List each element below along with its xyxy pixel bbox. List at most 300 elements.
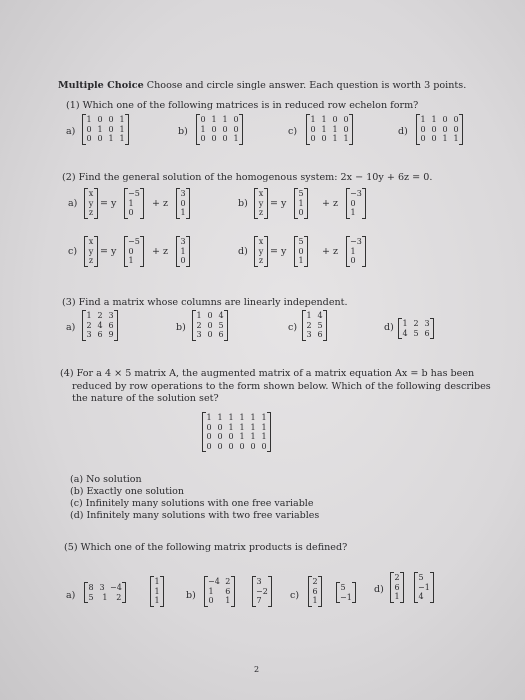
matrix-entry: 2 bbox=[196, 320, 202, 330]
option-d-matrix bbox=[398, 318, 434, 339]
matrix-row bbox=[154, 577, 160, 587]
matrix-row bbox=[350, 189, 362, 199]
matrix-entry: 1 bbox=[233, 134, 239, 143]
matrix-entry: 0 bbox=[442, 115, 448, 124]
matrix-entry: 1 bbox=[154, 596, 160, 605]
matrix-entry: 1 bbox=[239, 413, 245, 422]
matrix-row bbox=[86, 134, 125, 144]
matrix-entry: 0 bbox=[239, 441, 245, 451]
matrix-row bbox=[128, 237, 140, 247]
matrix-row bbox=[298, 247, 304, 257]
matrix-entry: −2 bbox=[256, 586, 268, 596]
matrix-entry: 5 bbox=[413, 328, 419, 338]
option-b-matrix-1 bbox=[204, 576, 235, 607]
option-c-matrix bbox=[302, 310, 327, 341]
question-2-text: (2) Find the general solution of the homogenous system: 2x − 10y + 6z = 0. bbox=[62, 172, 433, 183]
matrix-entry: 3 bbox=[108, 311, 114, 320]
page-number: 2 bbox=[254, 665, 260, 674]
matrix-entry: 1 bbox=[97, 124, 103, 134]
option-b-label[interactable]: b) bbox=[176, 322, 186, 333]
matrix-entry: 1 bbox=[208, 586, 214, 596]
matrix-entry: 4 bbox=[418, 592, 424, 601]
instructions-line bbox=[58, 80, 466, 91]
option-a-label[interactable]: a) bbox=[66, 590, 76, 601]
matrix-row bbox=[256, 596, 268, 606]
matrix-entry: 0 bbox=[211, 134, 217, 143]
matrix-row bbox=[258, 237, 264, 247]
matrix-entry: 0 bbox=[310, 124, 316, 134]
matrix-entry: 0 bbox=[211, 124, 217, 134]
matrix-row bbox=[394, 592, 400, 602]
matrix-row bbox=[128, 189, 140, 199]
plus-z: + z bbox=[322, 246, 338, 257]
matrix-entry: x bbox=[258, 189, 264, 198]
matrix-entry: 0 bbox=[180, 256, 186, 265]
matrix-entry: 0 bbox=[97, 134, 103, 143]
matrix-row bbox=[88, 208, 94, 218]
matrix-row bbox=[350, 237, 362, 247]
equals-y: = y bbox=[270, 198, 287, 209]
matrix-row bbox=[418, 592, 430, 602]
matrix-row bbox=[200, 134, 239, 144]
matrix-row bbox=[350, 247, 362, 257]
matrix-row bbox=[420, 115, 459, 125]
matrix-entry: 0 bbox=[420, 134, 426, 143]
matrix-row bbox=[88, 247, 94, 257]
matrix-entry: 1 bbox=[119, 115, 125, 124]
matrix-row bbox=[258, 208, 264, 218]
matrix-entry: 2 bbox=[306, 320, 312, 330]
option-d-label[interactable]: d) bbox=[398, 126, 408, 137]
matrix-entry: 0 bbox=[207, 311, 213, 320]
basis-vector-2 bbox=[176, 188, 190, 219]
matrix-row bbox=[208, 596, 231, 606]
matrix-row bbox=[128, 256, 140, 266]
matrix-entry: 0 bbox=[108, 124, 114, 134]
matrix-row bbox=[298, 189, 304, 199]
matrix-entry: 0 bbox=[431, 124, 437, 134]
matrix-entry: x bbox=[88, 237, 94, 246]
variable-vector bbox=[84, 188, 98, 219]
matrix-entry: 1 bbox=[321, 115, 327, 124]
option-c-matrix bbox=[306, 114, 353, 145]
matrix-row bbox=[310, 115, 349, 125]
matrix-entry: 6 bbox=[108, 320, 114, 330]
matrix-entry: 5 bbox=[298, 189, 304, 198]
matrix-row bbox=[180, 237, 186, 247]
matrix-entry: 2 bbox=[97, 311, 103, 320]
matrix-entry: 0 bbox=[200, 115, 206, 124]
option-c-matrix-1 bbox=[308, 576, 322, 607]
matrix-row bbox=[128, 208, 140, 218]
matrix-entry: 0 bbox=[321, 134, 327, 143]
matrix-entry: 1 bbox=[442, 134, 448, 143]
matrix-entry: 0 bbox=[206, 441, 212, 451]
matrix-row bbox=[86, 321, 114, 331]
matrix-row bbox=[88, 199, 94, 209]
option-a-matrix-1 bbox=[84, 582, 126, 603]
matrix-entry: −3 bbox=[350, 237, 362, 246]
matrix-entry: 0 bbox=[222, 124, 228, 134]
matrix-entry: 1 bbox=[394, 592, 400, 601]
option-c-label[interactable]: c) bbox=[68, 246, 78, 257]
matrix-row bbox=[128, 247, 140, 257]
matrix-row bbox=[420, 134, 459, 144]
option-b-label[interactable]: b) bbox=[178, 126, 188, 137]
matrix-entry: 3 bbox=[196, 330, 202, 339]
matrix-row bbox=[256, 577, 268, 587]
matrix-row bbox=[258, 189, 264, 199]
matrix-row bbox=[180, 256, 186, 266]
matrix-entry: −5 bbox=[128, 237, 140, 246]
matrix-row bbox=[312, 587, 318, 597]
matrix-entry: 0 bbox=[207, 330, 213, 339]
equals-y: = y bbox=[100, 198, 117, 209]
option-a-matrix bbox=[82, 114, 129, 145]
matrix-row bbox=[86, 330, 114, 340]
matrix-entry: 0 bbox=[228, 432, 234, 441]
option-a-label[interactable]: a) bbox=[66, 126, 76, 137]
basis-vector-1 bbox=[294, 236, 308, 267]
matrix-entry: 0 bbox=[128, 246, 134, 256]
matrix-row bbox=[196, 311, 224, 321]
matrix-row bbox=[310, 125, 349, 135]
matrix-entry: −4 bbox=[208, 577, 220, 586]
matrix-entry: 0 bbox=[206, 422, 212, 432]
option-d-label[interactable]: d) bbox=[374, 584, 384, 595]
option-d-matrix bbox=[416, 114, 463, 145]
matrix-row bbox=[180, 247, 186, 257]
matrix-entry: 1 bbox=[306, 311, 312, 320]
matrix-entry: 2 bbox=[413, 319, 419, 328]
section-title: Multiple Choice bbox=[58, 80, 144, 91]
matrix-row bbox=[394, 583, 400, 593]
matrix-entry: 1 bbox=[239, 432, 245, 441]
matrix-row bbox=[154, 587, 160, 597]
option-a-label[interactable]: a) bbox=[68, 198, 78, 209]
matrix-entry: 0 bbox=[208, 596, 214, 605]
basis-vector-2 bbox=[346, 236, 366, 267]
question-5-text: (5) Which one of the following matrix products is defined? bbox=[64, 542, 348, 553]
matrix-entry: 0 bbox=[233, 124, 239, 134]
matrix-entry: z bbox=[88, 208, 94, 217]
matrix-entry: 3 bbox=[180, 237, 186, 246]
matrix-row bbox=[258, 247, 264, 257]
question-4-line-3: the nature of the solution set? bbox=[72, 393, 219, 404]
matrix-row bbox=[208, 587, 231, 597]
matrix-entry: 5 bbox=[298, 237, 304, 246]
matrix-entry: 0 bbox=[310, 134, 316, 143]
matrix-entry: 1 bbox=[119, 134, 125, 143]
matrix-entry: 6 bbox=[218, 330, 224, 339]
matrix-entry: −3 bbox=[350, 189, 362, 198]
matrix-entry: 2 bbox=[86, 320, 92, 330]
matrix-entry: 1 bbox=[321, 124, 327, 134]
matrix-entry: 1 bbox=[402, 319, 408, 328]
matrix-entry: 1 bbox=[310, 115, 316, 124]
matrix-entry: 1 bbox=[180, 246, 186, 256]
matrix-row bbox=[206, 423, 267, 433]
matrix-entry: 1 bbox=[180, 208, 186, 217]
matrix-entry: 0 bbox=[343, 115, 349, 124]
matrix-entry: 4 bbox=[97, 320, 103, 330]
matrix-entry: 0 bbox=[206, 432, 212, 441]
matrix-entry: 7 bbox=[256, 596, 262, 605]
matrix-entry: 3 bbox=[86, 330, 92, 339]
matrix-row bbox=[208, 577, 231, 587]
matrix-row bbox=[306, 321, 323, 331]
matrix-entry: z bbox=[88, 256, 94, 265]
matrix-entry: 6 bbox=[424, 328, 430, 338]
matrix-row bbox=[196, 321, 224, 331]
matrix-entry: 0 bbox=[453, 115, 459, 124]
matrix-entry: 6 bbox=[225, 586, 231, 596]
option-b-matrix bbox=[196, 114, 243, 145]
choice-c[interactable]: (c) Infinitely many solutions with one free variable bbox=[70, 498, 314, 509]
matrix-entry: 1 bbox=[86, 311, 92, 320]
choice-d[interactable]: (d) Infinitely many solutions with two free variables bbox=[70, 510, 320, 521]
matrix-entry: x bbox=[88, 189, 94, 198]
matrix-entry: 3 bbox=[306, 330, 312, 339]
matrix-entry: −1 bbox=[418, 582, 430, 592]
matrix-entry: 3 bbox=[424, 319, 430, 328]
option-d-matrix-1 bbox=[390, 572, 404, 603]
matrix-row bbox=[180, 199, 186, 209]
matrix-entry: 1 bbox=[206, 413, 212, 422]
choice-b[interactable]: (b) Exactly one solution bbox=[70, 486, 184, 497]
matrix-entry: 1 bbox=[261, 432, 267, 441]
matrix-entry: 9 bbox=[108, 330, 114, 339]
matrix-entry: 1 bbox=[332, 134, 338, 143]
matrix-entry: 1 bbox=[250, 422, 256, 432]
matrix-row bbox=[402, 329, 430, 339]
matrix-row bbox=[298, 256, 304, 266]
matrix-row bbox=[86, 115, 125, 125]
matrix-entry: 5 bbox=[88, 592, 94, 602]
matrix-entry: 2 bbox=[116, 592, 122, 602]
matrix-row bbox=[350, 208, 362, 218]
matrix-entry: 0 bbox=[298, 208, 304, 217]
option-b-label[interactable]: b) bbox=[238, 198, 248, 209]
matrix-entry: 1 bbox=[102, 592, 108, 602]
plus-z: + z bbox=[152, 198, 168, 209]
matrix-entry: −1 bbox=[340, 592, 352, 602]
option-c-matrix-2 bbox=[336, 582, 356, 603]
option-d-matrix-2 bbox=[414, 572, 434, 603]
matrix-entry: x bbox=[258, 237, 264, 246]
matrix-row bbox=[154, 596, 160, 606]
matrix-entry: z bbox=[258, 256, 264, 265]
matrix-entry: 5 bbox=[317, 320, 323, 330]
question-4-line-2: reduced by row operations to the form shown below. Which of the following describes bbox=[72, 381, 491, 392]
option-a-label[interactable]: a) bbox=[66, 322, 76, 333]
question-3-text: (3) Find a matrix whose columns are linearly independent. bbox=[62, 297, 348, 308]
matrix-row bbox=[312, 577, 318, 587]
basis-vector-1 bbox=[124, 236, 144, 267]
matrix-row bbox=[350, 199, 362, 209]
matrix-entry: 8 bbox=[88, 583, 94, 592]
choice-a[interactable]: (a) No solution bbox=[70, 474, 142, 485]
matrix-entry: 1 bbox=[350, 208, 356, 217]
matrix-entry: 1 bbox=[211, 115, 217, 124]
matrix-row bbox=[306, 330, 323, 340]
matrix-entry: 0 bbox=[128, 208, 134, 217]
matrix-entry: 1 bbox=[261, 422, 267, 432]
matrix-entry: y bbox=[258, 198, 264, 208]
matrix-entry: 1 bbox=[312, 596, 318, 605]
option-d-label[interactable]: d) bbox=[238, 246, 248, 257]
matrix-row bbox=[200, 125, 239, 135]
matrix-entry: 0 bbox=[420, 124, 426, 134]
matrix-entry: 1 bbox=[225, 596, 231, 605]
instructions-text: Choose and circle single answer. Each question is worth 3 points. bbox=[146, 80, 467, 91]
matrix-entry: 0 bbox=[453, 124, 459, 134]
matrix-entry: 0 bbox=[431, 134, 437, 143]
matrix-entry: −5 bbox=[128, 189, 140, 198]
basis-vector-1 bbox=[124, 188, 144, 219]
matrix-entry: 1 bbox=[196, 311, 202, 320]
matrix-row bbox=[88, 237, 94, 247]
matrix-entry: 2 bbox=[225, 577, 231, 586]
matrix-entry: 5 bbox=[218, 320, 224, 330]
matrix-entry: 0 bbox=[207, 320, 213, 330]
matrix-entry: 6 bbox=[394, 582, 400, 592]
matrix-entry: 1 bbox=[128, 198, 134, 208]
matrix-row bbox=[394, 573, 400, 583]
option-c-label[interactable]: c) bbox=[290, 590, 300, 601]
plus-z: + z bbox=[322, 198, 338, 209]
matrix-entry: 1 bbox=[453, 134, 459, 143]
equals-y: = y bbox=[100, 246, 117, 257]
matrix-entry: 1 bbox=[239, 422, 245, 432]
matrix-entry: 4 bbox=[317, 311, 323, 320]
matrix-entry: 0 bbox=[228, 441, 234, 451]
matrix-entry: 0 bbox=[86, 124, 92, 134]
matrix-entry: 0 bbox=[350, 256, 356, 265]
matrix-entry: 0 bbox=[180, 198, 186, 208]
matrix-entry: 6 bbox=[312, 586, 318, 596]
matrix-entry: 0 bbox=[250, 441, 256, 451]
option-b-matrix bbox=[192, 310, 228, 341]
matrix-row bbox=[196, 330, 224, 340]
matrix-entry: 1 bbox=[343, 134, 349, 143]
matrix-entry: 0 bbox=[217, 422, 223, 432]
matrix-entry: 1 bbox=[222, 115, 228, 124]
matrix-entry: 1 bbox=[217, 413, 223, 422]
matrix-entry: 0 bbox=[298, 246, 304, 256]
matrix-row bbox=[200, 115, 239, 125]
matrix-entry: 1 bbox=[431, 115, 437, 124]
matrix-row bbox=[350, 256, 362, 266]
matrix-entry: 2 bbox=[394, 573, 400, 582]
matrix-entry: 1 bbox=[350, 246, 356, 256]
matrix-entry: 1 bbox=[298, 256, 304, 265]
matrix-entry: 1 bbox=[128, 256, 134, 265]
augmented-matrix bbox=[202, 412, 271, 452]
question-4-line-1: (4) For a 4 × 5 matrix A, the augmented matrix of a matrix equation Ax = b has been bbox=[60, 368, 475, 379]
matrix-entry: −4 bbox=[110, 583, 122, 592]
matrix-row bbox=[298, 199, 304, 209]
matrix-entry: 1 bbox=[228, 413, 234, 422]
matrix-entry: 0 bbox=[343, 124, 349, 134]
matrix-entry: 0 bbox=[86, 134, 92, 143]
variable-vector bbox=[254, 188, 268, 219]
matrix-row bbox=[298, 237, 304, 247]
matrix-entry: 1 bbox=[250, 432, 256, 441]
question-4-choices bbox=[70, 474, 319, 522]
matrix-row bbox=[206, 442, 267, 452]
matrix-entry: 1 bbox=[298, 198, 304, 208]
matrix-entry: y bbox=[88, 198, 94, 208]
matrix-row bbox=[312, 596, 318, 606]
option-c-label[interactable]: c) bbox=[288, 322, 298, 333]
matrix-entry: 0 bbox=[97, 115, 103, 124]
matrix-row bbox=[298, 208, 304, 218]
variable-vector bbox=[84, 236, 98, 267]
option-b-label[interactable]: b) bbox=[186, 590, 196, 601]
question-1-text: (1) Which one of the following matrices is in reduced row echelon form? bbox=[66, 100, 419, 111]
matrix-row bbox=[86, 125, 125, 135]
matrix-entry: 6 bbox=[97, 330, 103, 339]
matrix-entry: 3 bbox=[99, 583, 105, 592]
option-c-label[interactable]: c) bbox=[288, 126, 298, 137]
matrix-entry: 1 bbox=[119, 124, 125, 134]
matrix-row bbox=[180, 189, 186, 199]
plus-z: + z bbox=[152, 246, 168, 257]
matrix-row bbox=[306, 311, 323, 321]
matrix-entry: 5 bbox=[418, 573, 424, 582]
matrix-row bbox=[88, 256, 94, 266]
matrix-row bbox=[206, 432, 267, 442]
matrix-entry: 0 bbox=[442, 124, 448, 134]
matrix-entry: 0 bbox=[108, 115, 114, 124]
matrix-row bbox=[88, 593, 122, 603]
matrix-entry: 1 bbox=[332, 124, 338, 134]
matrix-row bbox=[258, 199, 264, 209]
matrix-entry: 6 bbox=[317, 330, 323, 339]
option-a-matrix-2 bbox=[150, 576, 164, 607]
matrix-row bbox=[256, 587, 268, 597]
option-a-matrix bbox=[82, 310, 118, 341]
matrix-entry: 1 bbox=[86, 115, 92, 124]
matrix-row bbox=[310, 134, 349, 144]
matrix-row bbox=[402, 319, 430, 329]
matrix-entry: 3 bbox=[256, 577, 262, 586]
matrix-entry: 0 bbox=[350, 198, 356, 208]
matrix-row bbox=[86, 311, 114, 321]
matrix-entry: z bbox=[258, 208, 264, 217]
matrix-entry: 4 bbox=[402, 328, 408, 338]
matrix-entry: 0 bbox=[332, 115, 338, 124]
option-d-label[interactable]: d) bbox=[384, 322, 394, 333]
basis-vector-1 bbox=[294, 188, 308, 219]
matrix-row bbox=[418, 583, 430, 593]
variable-vector bbox=[254, 236, 268, 267]
option-b-matrix-2 bbox=[252, 576, 272, 607]
matrix-entry: 3 bbox=[180, 189, 186, 198]
matrix-entry: 1 bbox=[228, 422, 234, 432]
matrix-row bbox=[206, 413, 267, 423]
matrix-row bbox=[258, 256, 264, 266]
basis-vector-2 bbox=[346, 188, 366, 219]
matrix-entry: 1 bbox=[200, 124, 206, 134]
matrix-entry: 1 bbox=[250, 413, 256, 422]
matrix-entry: 0 bbox=[261, 441, 267, 451]
matrix-entry: 0 bbox=[200, 134, 206, 143]
matrix-entry: 1 bbox=[108, 134, 114, 143]
matrix-entry: 0 bbox=[233, 115, 239, 124]
matrix-entry: 1 bbox=[420, 115, 426, 124]
